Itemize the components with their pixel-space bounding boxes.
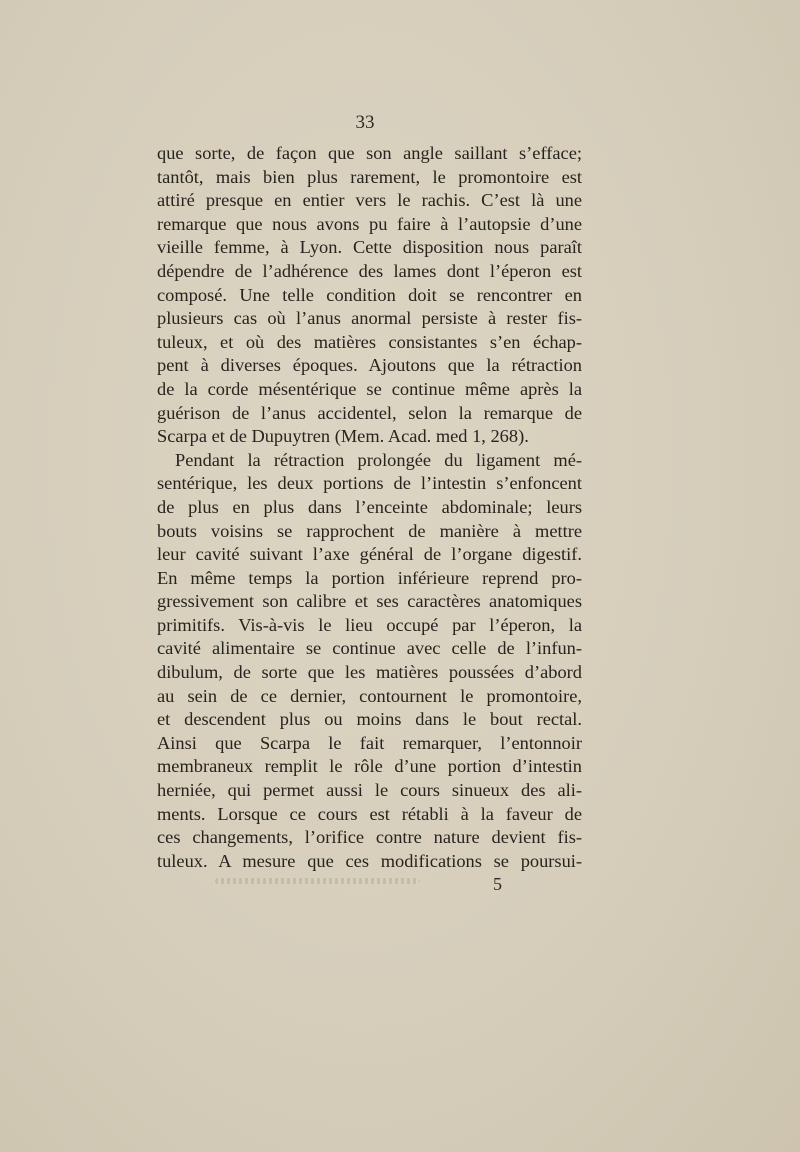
text-line: et descendent plus ou moins dans le bout rectal. — [157, 709, 582, 730]
paragraph-end-line: Scarpa et de Dupuytren (Mem. Acad. med 1, 268). — [157, 426, 529, 447]
text-line: que sorte, de façon que son angle saillant s’efface; — [157, 143, 582, 163]
body-text — [157, 142, 582, 873]
text-line: vieille femme, à Lyon. Cette disposition nous paraît — [157, 237, 582, 258]
text-line: tantôt, mais bien plus rarement, le promontoire est — [157, 166, 582, 187]
text-line: de plus en plus dans l’enceinte abdominale; leurs — [157, 496, 582, 517]
page-number: 33 — [355, 112, 375, 133]
text-line: ces changements, l’orifice contre nature devient fis- — [157, 827, 582, 848]
text-line: En même temps la portion inférieure reprend pro- — [157, 567, 582, 588]
text-line: dibulum, de sorte que les matières poussées d’abord — [157, 662, 582, 683]
text-line: guérison de l’anus accidentel, selon la remarque de — [157, 402, 582, 423]
text-line: pent à diverses époques. Ajoutons que la rétraction — [157, 355, 582, 376]
text-line: cavité alimentaire se continue avec celle de l’infun- — [157, 638, 582, 659]
text-line: au sein de ce dernier, contournent le promontoire, — [157, 685, 582, 706]
text-line: membraneux remplit le rôle d’une portion d’intestin — [157, 756, 582, 777]
ink-smudge — [215, 878, 420, 884]
text-line: sentérique, les deux portions de l’intestin s’enfoncent — [157, 473, 582, 494]
signature-mark: 5 — [493, 874, 502, 894]
paragraph-start-line: Pendant la rétraction prolongée du ligament mé- — [175, 449, 582, 470]
text-line: Ainsi que Scarpa le fait remarquer, l’entonnoir — [157, 732, 582, 753]
text-line: plusieurs cas où l’anus anormal persiste à rester fis- — [157, 308, 582, 329]
text-line: primitifs. Vis-à-vis le lieu occupé par l’éperon, la — [157, 614, 582, 635]
text-line: herniée, qui permet aussi le cours sinueux des ali- — [157, 780, 582, 801]
text-line: bouts voisins se rapprochent de manière à mettre — [157, 520, 582, 541]
text-line: attiré presque en entier vers le rachis. C’est là une — [157, 190, 582, 211]
text-line: tuleux. A mesure que ces modifications se poursui- — [157, 850, 582, 871]
text-line: ments. Lorsque ce cours est rétabli à la faveur de — [157, 803, 582, 824]
text-line: leur cavité suivant l’axe général de l’organe digestif. — [157, 544, 582, 565]
text-line: dépendre de l’adhérence des lames dont l’éperon est — [157, 260, 582, 281]
text-line: composé. Une telle condition doit se rencontrer en — [157, 284, 582, 305]
text-line: de la corde mésentérique se continue même après la — [157, 378, 582, 399]
text-line: gressivement son calibre et ses caractères anatomiques — [157, 591, 582, 612]
text-line: tuleux, et où des matières consistantes s’en échap- — [157, 331, 582, 352]
text-line: remarque que nous avons pu faire à l’autopsie d’une — [157, 213, 582, 234]
